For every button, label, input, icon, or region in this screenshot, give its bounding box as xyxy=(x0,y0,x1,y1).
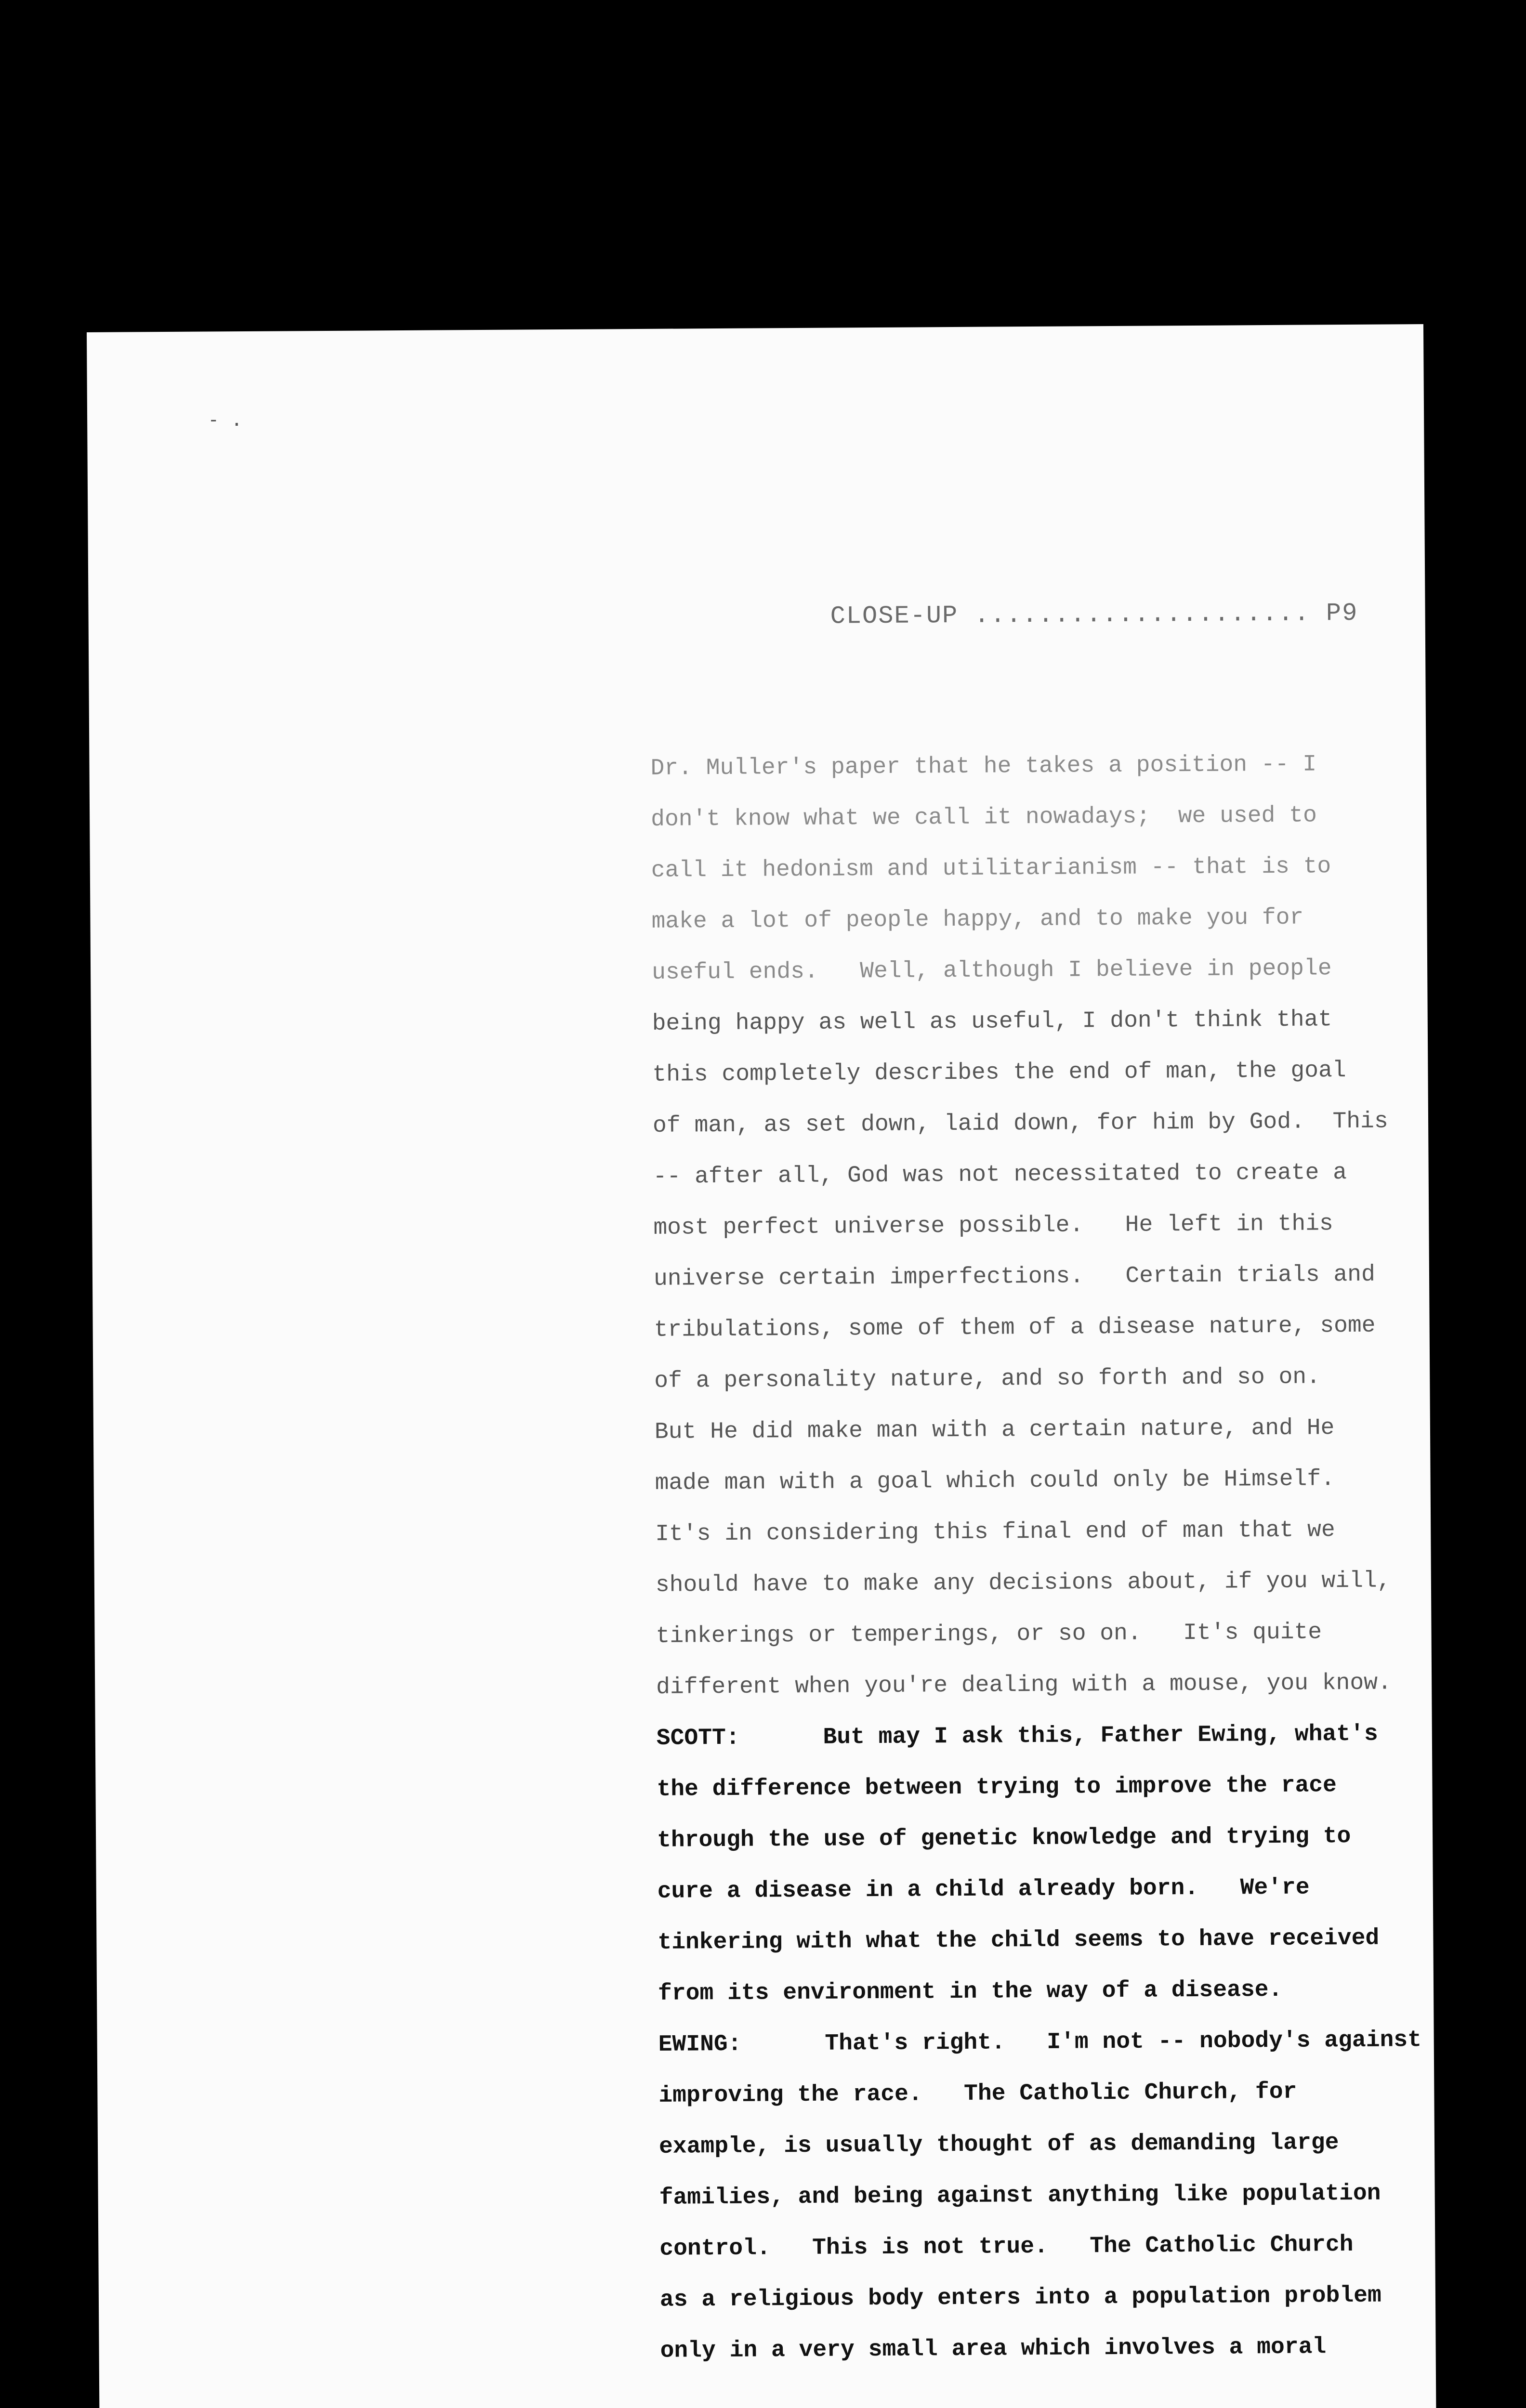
text-line: tinkering with what the child seems to have received xyxy=(658,1925,1380,1956)
text-line: useful ends. Well, although I believe in people xyxy=(651,955,1332,986)
text-line: should have to make any decisions about, if you will, xyxy=(655,1568,1391,1598)
text-line: as a religious body enters into a population problem xyxy=(659,2282,1381,2313)
text-line: But He did make man with a certain nature, and He xyxy=(654,1415,1335,1445)
transcript-body xyxy=(650,738,1422,2376)
text-line: of man, as set down, laid down, for him by God. This xyxy=(652,1108,1388,1139)
text-line: tinkerings or temperings, or so on. It's quite xyxy=(656,1619,1322,1649)
text-line: being happy as well as useful, I don't think that xyxy=(652,1007,1332,1037)
text-line: from its environment in the way of a disease. xyxy=(658,1976,1283,2007)
text-line: families, and being against anything like population xyxy=(659,2180,1381,2211)
text-line: -- after all, God was not necessitated to create a xyxy=(653,1160,1347,1190)
text-line: Dr. Muller's paper that he takes a position -- I xyxy=(650,751,1317,782)
text-line: don't know what we call it nowadays; we used to xyxy=(651,802,1317,833)
page-header: CLOSE-UP ..................... P9 xyxy=(830,599,1358,631)
text-line: improving the race. The Catholic Church, for xyxy=(658,2079,1297,2109)
text-line: made man with a goal which could only be Himself. xyxy=(655,1466,1335,1496)
text-line: SCOTT: But may I ask this, Father Ewing, what's xyxy=(656,1721,1378,1752)
text-line: of a personality nature, and so forth and so on. xyxy=(654,1364,1321,1394)
corner-mark: - . xyxy=(207,408,243,431)
text-line: different when you're dealing with a mouse, you know. xyxy=(656,1670,1392,1701)
text-line: control. This is not true. The Catholic Church xyxy=(659,2232,1354,2262)
text-line: universe certain imperfections. Certain trials and xyxy=(653,1261,1376,1292)
text-line: tribulations, some of them of a disease nature, some xyxy=(654,1312,1376,1343)
text-line: call it hedonism and utilitarianism -- that is to xyxy=(651,853,1331,884)
text-line: the difference between trying to improve the race xyxy=(657,1772,1337,1803)
text-line: make a lot of people happy, and to make you for xyxy=(651,904,1304,935)
text-line: It's in considering this final end of man that we xyxy=(655,1517,1335,1547)
text-line: most perfect universe possible. He left in this xyxy=(653,1211,1333,1241)
text-line: cure a disease in a child already born. We're xyxy=(657,1874,1310,1905)
text-line: only in a very small area which involves a moral xyxy=(660,2334,1327,2364)
text-line: EWING: That's right. I'm not -- nobody's against xyxy=(658,2027,1422,2058)
typed-page xyxy=(87,324,1436,2408)
text-line: this completely describes the end of man, the goal xyxy=(652,1058,1346,1088)
text-line: example, is usually thought of as demanding large xyxy=(658,2130,1339,2160)
text-line: through the use of genetic knowledge and trying to xyxy=(657,1823,1351,1854)
